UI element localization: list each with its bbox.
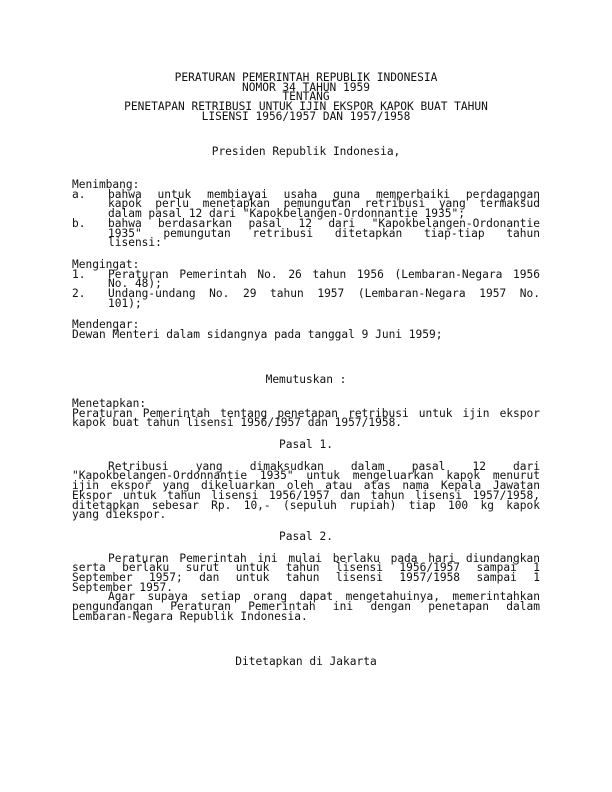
mengingat-heading: Mengingat: xyxy=(72,257,140,271)
item-marker: 2. xyxy=(72,287,86,301)
pasal-1-heading: Pasal 1. xyxy=(279,438,333,452)
pasal-2-line: September 1957. xyxy=(72,580,174,594)
menetapkan-section xyxy=(72,396,540,430)
pasal-2-line: serta berlaku surut untuk tahun lisensi 1956/1957 sampai 1 xyxy=(72,561,540,575)
pasal-1-line: ditetapkan sebesar Rp. 10,- (sepuluh rupiah) tiap 100 kg kapok xyxy=(72,498,540,512)
item-line: Undang-undang No. 29 tahun 1957 (Lembaran-Negara 1957 No. xyxy=(108,287,540,301)
memutuskan-heading: Memutuskan : xyxy=(265,373,347,387)
closing-place: Ditetapkan di Jakarta xyxy=(235,654,377,668)
mengingat-item-2 xyxy=(72,289,540,308)
menimbang-heading: Menimbang: xyxy=(72,178,140,191)
menetapkan-line: kapok buat tahun lisensi 1956/1957 dan 1957/1958. xyxy=(72,416,403,430)
item-line: No. 48); xyxy=(108,277,162,291)
item-marker: b. xyxy=(72,216,86,230)
menimbang-section xyxy=(72,180,540,248)
mengingat-section xyxy=(72,257,540,310)
pasal-1-line: Retribusi yang dimaksudkan dalam pasal 12 dari xyxy=(108,459,540,473)
item-line: lisensi: xyxy=(108,236,162,250)
pasal-1-line: ijin ekspor yang dikeluarkan oleh atau atas nama Kepala Jawatan xyxy=(72,479,540,493)
pasal-2-heading: Pasal 2. xyxy=(279,529,333,543)
pasal-1-line: Ekspor untuk tahun lisensi 1956/1957 dan tahun lisensi 1957/1958, xyxy=(72,488,540,502)
document-page xyxy=(72,73,540,667)
pasal-1-line: "Kapokbelangen-Ordonnantie 1935" untuk mengeluarkan kapok menurut xyxy=(72,469,540,483)
item-line: kapok perlu menetapkan pemungutan retribusi yang termaksud xyxy=(108,197,540,211)
pasal-2-line: Lembaran-Negara Republik Indonesia. xyxy=(72,609,308,623)
document-title xyxy=(72,73,540,122)
mendengar-heading: Mendengar: xyxy=(72,318,140,332)
item-line: bahwa berdasarkan pasal 12 dari "Kapokbelangen-Ordonantie xyxy=(108,216,540,230)
pasal-2-line: Peraturan Pemerintah ini mulai berlaku pada hari diundangkan xyxy=(108,551,540,565)
menimbang-item-a xyxy=(72,187,540,221)
item-marker: a. xyxy=(72,187,86,201)
pasal-1-section xyxy=(72,440,540,520)
title-line-3: TENTANG xyxy=(282,90,330,104)
title-line-4: PENETAPAN RETRIBUSI UNTUK IJIN EKSPOR KAPOK BUAT TAHUN xyxy=(124,100,488,114)
menetapkan-line: Peraturan Pemerintah tentang penetapan retribusi untuk ijin ekspor xyxy=(72,406,540,420)
item-line: 101); xyxy=(108,296,142,310)
issuer: Presiden Republik Indonesia, xyxy=(211,144,401,158)
item-marker: 1. xyxy=(72,267,86,281)
item-line: 1935" pemungutan retribusi ditetapkan tiap-tiap tahun xyxy=(108,226,540,240)
item-line: dalam pasal 12 dari "Kapokbelangen-Ordonnantie 1935"; xyxy=(108,207,465,221)
title-line-1: PERATURAN PEMERINTAH REPUBLIK INDONESIA xyxy=(174,71,438,84)
title-line-5: LISENSI 1956/1957 DAN 1957/1958 xyxy=(201,109,411,123)
pasal-2-line: September 1957; dan untuk tahun lisensi 1957/1958 sampai 1 xyxy=(72,571,540,585)
pasal-2-line: pengundangan Peraturan Pemerintah ini dengan penetapan dalam xyxy=(72,600,540,614)
menimbang-item-b xyxy=(72,216,540,250)
pasal-2-line: Agar supaya setiap orang dapat mengetahuinya, memerintahkan xyxy=(108,590,540,604)
pasal-2-section xyxy=(72,529,540,623)
pasal-1-line: yang diekspor. xyxy=(72,508,167,522)
mendengar-text: Dewan Menteri dalam sidangnya pada tanggal 9 Juni 1959; xyxy=(72,328,443,342)
menetapkan-heading: Menetapkan: xyxy=(72,396,147,410)
item-line: bahwa untuk membiayai usaha guna memperbaiki perdagangan xyxy=(108,187,540,201)
mendengar-section xyxy=(72,318,540,342)
title-line-2: NOMOR 34 TAHUN 1959 xyxy=(242,80,370,94)
item-line: Peraturan Pemerintah No. 26 tahun 1956 (Lembaran-Negara 1956 xyxy=(108,267,540,281)
